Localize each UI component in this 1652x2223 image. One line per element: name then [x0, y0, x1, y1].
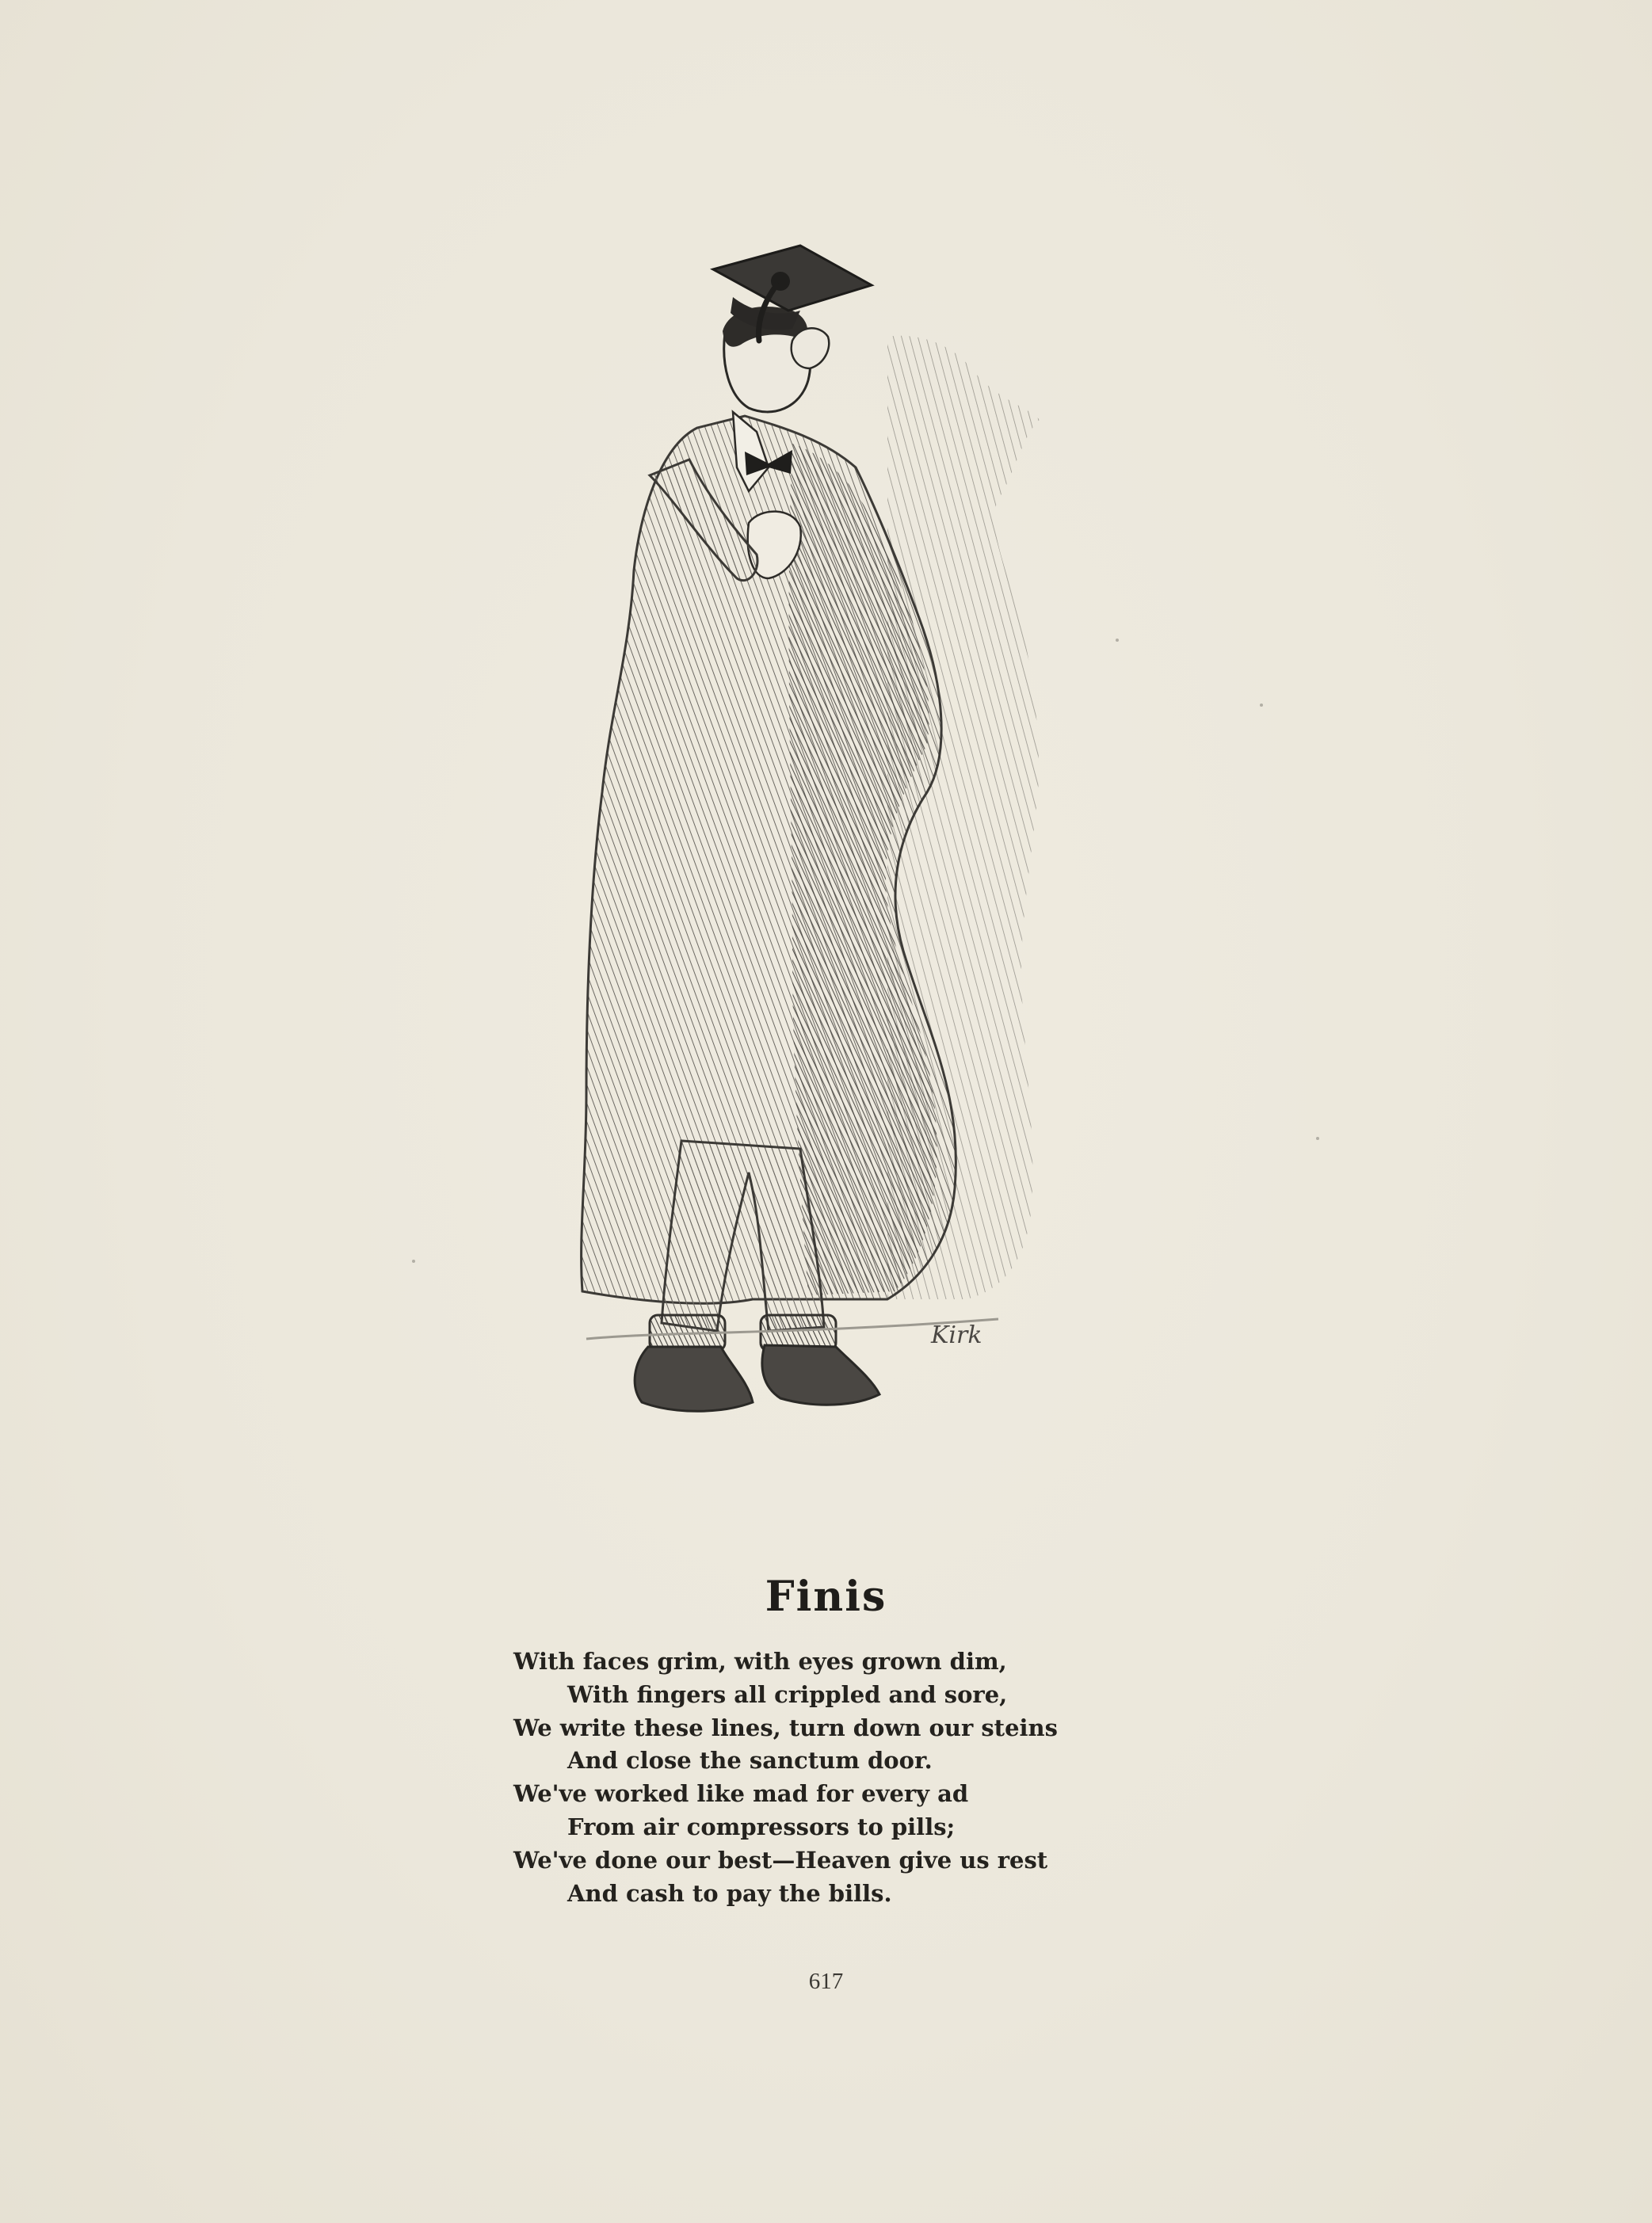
poem-line: With fingers all crippled and sore, [567, 1680, 1008, 1708]
poem-line: And cash to pay the bills. [567, 1879, 892, 1907]
paper-speck [412, 1260, 415, 1263]
paper-speck [1260, 704, 1263, 707]
right-shoe [762, 1345, 879, 1405]
poem-line: And close the sanctum door. [567, 1747, 933, 1775]
poem-line: We write these lines, turn down our steins [513, 1714, 1058, 1741]
poem-title: Finis [765, 1573, 887, 1621]
paper-speck [1116, 639, 1119, 642]
poem-line: With faces grim, with eyes grown dim, [513, 1648, 1007, 1675]
poem-line: We've worked like mad for every ad [513, 1780, 969, 1808]
poem-body [513, 1645, 1147, 1910]
raised-hand [792, 328, 830, 368]
paper-speck [1316, 1137, 1319, 1140]
poem-line: From air compressors to pills; [567, 1813, 956, 1840]
graduate-illustration [555, 238, 1078, 1434]
left-shoe [635, 1347, 753, 1411]
page-number: 617 [808, 1969, 844, 1994]
poem-line: We've done our best—Heaven give us rest [513, 1846, 1048, 1874]
artist-signature: Kirk [931, 1321, 982, 1349]
